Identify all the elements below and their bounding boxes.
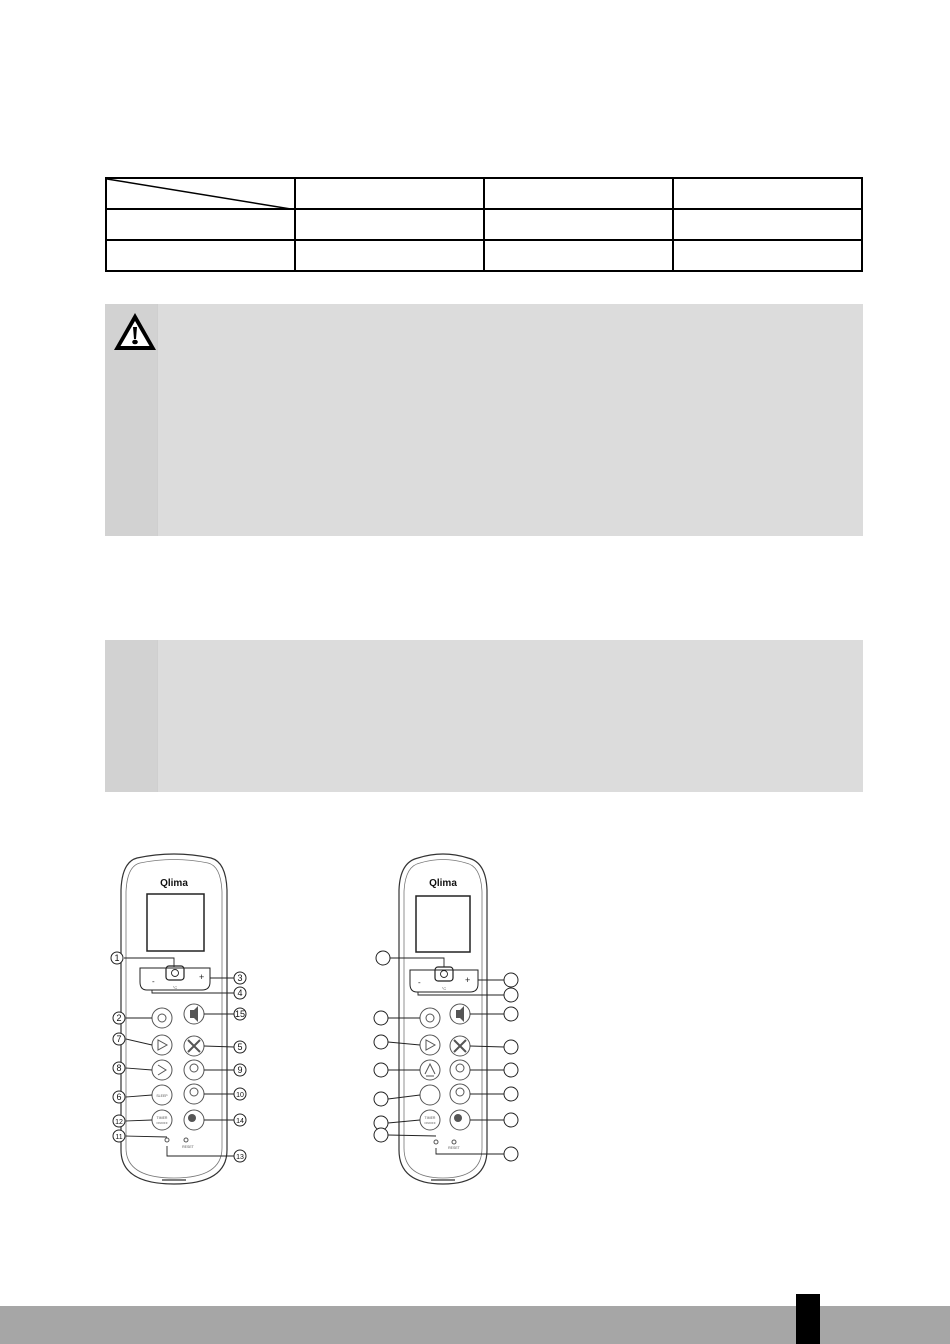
table-cell — [295, 209, 484, 240]
table-cell — [295, 240, 484, 271]
warning-box — [105, 304, 863, 536]
timer-key-label: TIMER — [156, 1116, 168, 1120]
callout-11: 11 — [115, 1134, 123, 1141]
callout-8: 8 — [116, 1063, 122, 1073]
table-cell — [106, 209, 295, 240]
table-header-diagonal-cell — [106, 178, 295, 209]
reset-label: RESET — [182, 1145, 194, 1149]
svg-text:-: - — [418, 978, 421, 987]
timer-key-sublabel: ON/OFF — [156, 1121, 168, 1125]
table-cell — [484, 240, 673, 271]
svg-text:-: - — [152, 977, 155, 986]
timer-key-sublabel: ON/OFF — [424, 1121, 436, 1125]
callout-12: 12 — [115, 1119, 123, 1126]
svg-text:+: + — [199, 972, 205, 982]
table-cell — [484, 209, 673, 240]
warning-icon — [111, 310, 159, 354]
temp-unit-label: °C — [441, 986, 447, 991]
warning-text — [167, 314, 853, 526]
reset-label: RESET — [448, 1146, 460, 1150]
table-cell — [673, 240, 862, 271]
brand-logo-text: Qlima — [429, 878, 457, 889]
page-number-tab — [796, 1294, 820, 1344]
note-box — [105, 640, 863, 792]
diagonal-divider — [107, 179, 297, 210]
callout-13: 13 — [236, 1154, 244, 1161]
table-cell — [484, 178, 673, 209]
sleep-key-label: SLEEP — [156, 1094, 168, 1098]
callout-15: 15 — [234, 1009, 246, 1019]
callout-9: 9 — [237, 1065, 243, 1075]
callout-1: 1 — [114, 953, 120, 963]
table-row — [106, 178, 862, 209]
callout-3: 3 — [237, 973, 243, 983]
callout-7: 7 — [116, 1034, 122, 1044]
callout-4: 4 — [237, 988, 243, 998]
spec-table — [105, 177, 863, 272]
callout-10: 10 — [236, 1092, 244, 1099]
timer-key-label: TIMER — [424, 1116, 436, 1120]
table-row — [106, 240, 862, 271]
table-row — [106, 209, 862, 240]
remote-diagram-unnumbered — [368, 850, 528, 1190]
table-cell — [295, 178, 484, 209]
note-text — [167, 650, 853, 782]
temp-unit-label: °C — [172, 985, 178, 990]
callout-6: 6 — [116, 1092, 122, 1102]
svg-text:+: + — [465, 975, 471, 985]
note-gutter — [105, 640, 158, 792]
table-cell — [673, 178, 862, 209]
table-cell — [673, 209, 862, 240]
brand-logo-text: Qlima — [160, 878, 188, 889]
callout-5: 5 — [237, 1042, 243, 1052]
callout-2: 2 — [116, 1013, 122, 1023]
callout-14: 14 — [236, 1118, 244, 1125]
table-cell — [106, 240, 295, 271]
remote-diagram-numbered — [100, 850, 270, 1190]
